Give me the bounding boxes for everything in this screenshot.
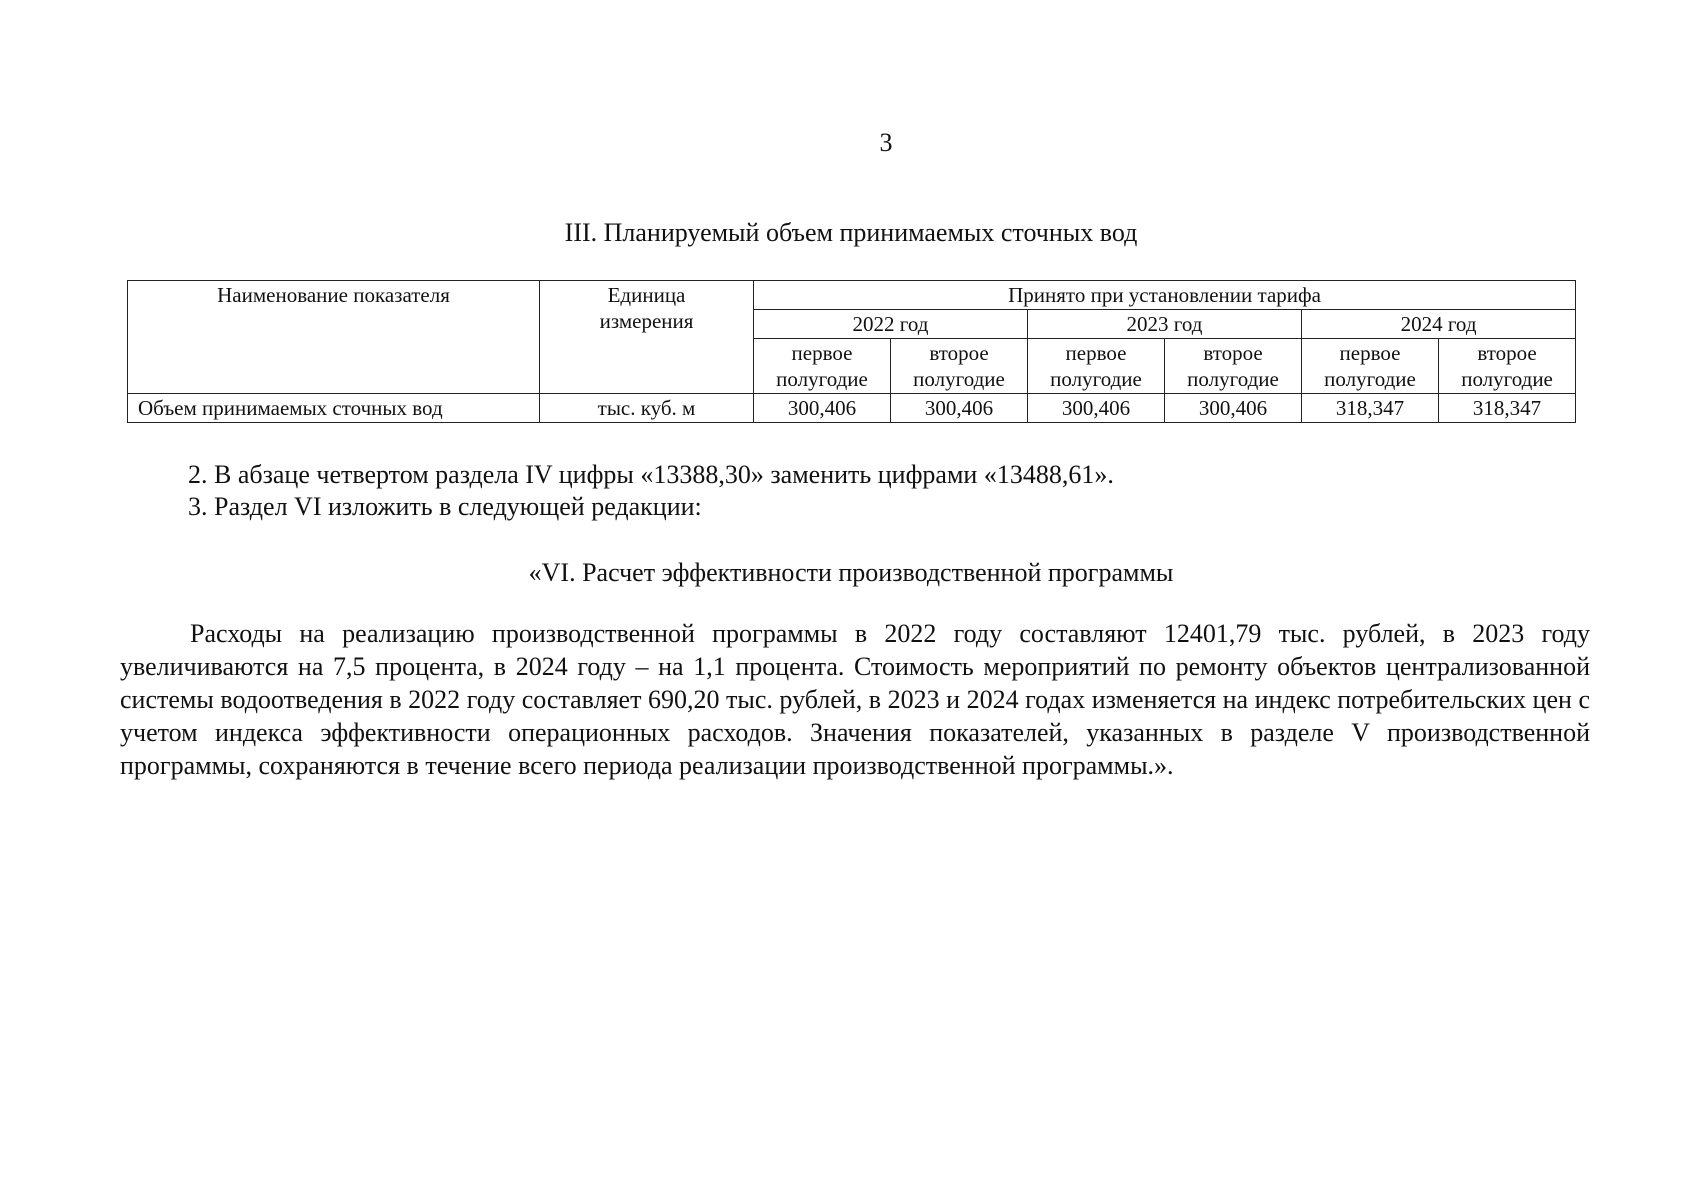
half-label: полугодие [1324,367,1416,391]
row-value: 300,406 [891,394,1028,423]
header-year-2023: 2023 год [1028,310,1302,339]
header-half-second [1165,339,1302,394]
header-unit [540,281,754,394]
half-label: полугодие [913,367,1005,391]
half-label: полугодие [1461,367,1553,391]
header-half-second [891,339,1028,394]
row-unit: тыс. куб. м [540,394,754,423]
row-value: 300,406 [1165,394,1302,423]
body-paragraph: Расходы на реализацию производственной программы в 2022 году составляют 12401,79 тыс. рублей, в 2023 году увеличиваются на 7,5 процента, в 2024 году – на 1,1 процента. Стоимость мероприятий по ремонту объектов централизованной системы водоотведения в 2022 году составляет 690,20 тыс. рублей, в 2023 и 2024 годах изменяется на индекс потребительских цен с учетом индекса эффективности операционных расходов. Значения показателей, указанных в разделе V производственной программы, сохраняются в течение всего периода реализации производственной программы.». [120,619,1590,780]
header-half-first [1028,339,1165,394]
row-value: 318,347 [1439,394,1576,423]
half-label: полугодие [1187,367,1279,391]
subtitle: «VI. Расчет эффективности производственной программы [528,558,1174,587]
header-half-second [1439,339,1576,394]
header-indicator: Наименование показателя [128,281,540,394]
half-label: полугодие [776,367,868,391]
section-title: III. Планируемый объем принимаемых сточных вод [564,218,1138,247]
header-year-2022: 2022 год [754,310,1028,339]
table-row [128,394,1576,423]
half-label: второе [1477,341,1537,365]
half-label: полугодие [1050,367,1142,391]
row-indicator: Объем принимаемых сточных вод [128,394,540,423]
half-label: первое [791,341,853,365]
header-unit-line2: измерения [599,309,694,333]
item-3-text: 3. Раздел VI изложить в следующей редакции: [188,492,702,521]
page-number: 3 [879,128,893,157]
header-accepted: Принято при установлении тарифа [754,281,1576,310]
half-label: второе [1203,341,1263,365]
half-label: первое [1339,341,1401,365]
header-half-first [754,339,891,394]
row-value: 318,347 [1302,394,1439,423]
row-value: 300,406 [754,394,891,423]
header-year-2024: 2024 год [1302,310,1576,339]
row-value: 300,406 [1028,394,1165,423]
header-half-first [1302,339,1439,394]
half-label: второе [929,341,989,365]
table-header-row [128,281,1576,310]
volume-table [127,280,1576,423]
half-label: первое [1065,341,1127,365]
item-2-text: 2. В абзаце четвертом раздела IV цифры «13388,30» заменить цифрами «13488,61». [188,460,1114,489]
header-unit-line1: Единица [607,283,686,307]
